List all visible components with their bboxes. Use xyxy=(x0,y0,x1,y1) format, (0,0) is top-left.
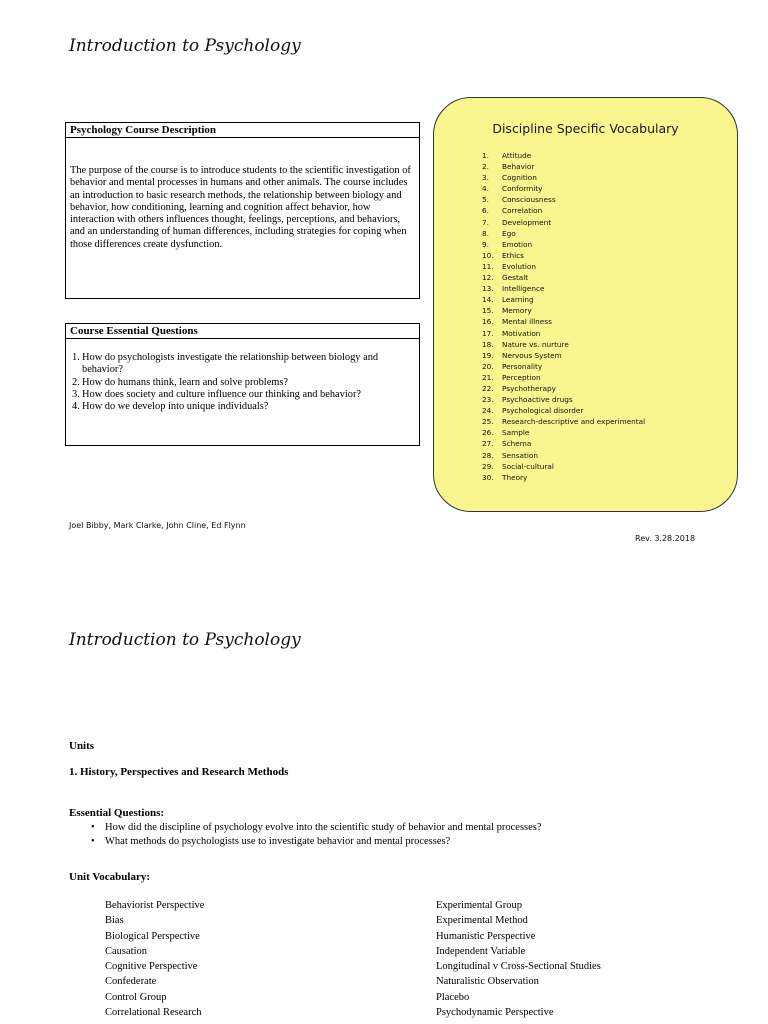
list-item: 4. How do we develop into unique individuals? xyxy=(72,401,269,413)
vocabulary-item: 17. Motivation xyxy=(482,328,541,338)
vocabulary-item: 26. Sample xyxy=(482,428,530,438)
list-item: 2. How do humans think, learn and solve problems? xyxy=(72,376,289,388)
list-item: 1. How do psychologists investigate the relationship between biology and behavior? xyxy=(72,352,379,376)
vocabulary-item: 13. Intelligence xyxy=(482,284,545,294)
vocabulary-item: 23. Psychoactive drugs xyxy=(482,395,573,405)
vocabulary-panel xyxy=(433,97,738,512)
vocabulary-item: 20. Personality xyxy=(482,361,543,371)
unit-vocabulary-left xyxy=(105,898,204,1020)
course-description-text: The purpose of the course is to introduce students to the scientific investigation of behavior and mental processes in humans and other animals. The course includes an introduction to basic research methods, the relationship between biology and behavior, how conditioning, learning and cognition affect behavior, how interaction with others influences thought, feelings, perceptions, and behaviors, and an understanding of human differences, including strategies for coping when those differences create dysfunction. xyxy=(70,165,411,250)
vocabulary-item: 1. Attitude xyxy=(482,151,532,160)
essential-questions-header: Course Essential Questions xyxy=(66,324,419,339)
vocabulary-item: 12. Gestalt xyxy=(482,273,529,283)
unit-heading: 1. History, Perspectives and Research Methods xyxy=(69,766,289,778)
list-item: • What methods do psychologists use to investigate behavior and mental processes? xyxy=(91,835,451,847)
list-item: 3. How does society and culture influence our thinking and behavior? xyxy=(72,388,362,400)
page-title: Introduction to Psychology xyxy=(69,630,301,650)
vocabulary-item: 24. Psychological disorder xyxy=(482,406,584,416)
list-item: Humanistic Perspective xyxy=(436,930,536,942)
vocabulary-item: 8. Ego xyxy=(482,228,516,238)
course-description-header: Psychology Course Description xyxy=(66,123,419,138)
vocabulary-item: 2. Behavior xyxy=(482,162,535,172)
vocabulary-item: 21. Perception xyxy=(482,372,541,382)
vocabulary-item: 10. Ethics xyxy=(482,250,524,260)
vocabulary-item: 4. Conformity xyxy=(482,184,543,194)
page-title: Introduction to Psychology xyxy=(69,36,301,56)
unit-vocabulary-right xyxy=(436,898,601,1020)
vocabulary-item: 9. Emotion xyxy=(482,239,533,249)
list-item: Bias xyxy=(105,915,124,927)
list-item: Biological Perspective xyxy=(105,930,200,942)
units-label: Units xyxy=(69,740,95,752)
course-description-box xyxy=(65,122,420,299)
vocabulary-item: 7. Development xyxy=(482,217,552,227)
essential-questions-label: Essential Questions: xyxy=(69,807,165,819)
list-item: Naturalistic Observation xyxy=(436,976,539,988)
list-item: Correlational Research xyxy=(105,1007,202,1019)
essential-questions-box xyxy=(65,323,420,446)
list-item: Independent Variable xyxy=(436,945,526,957)
vocabulary-item: 6. Correlation xyxy=(482,206,543,216)
unit-vocabulary-label: Unit Vocabulary: xyxy=(69,871,150,883)
list-item: Psychodynamic Perspective xyxy=(436,1007,554,1019)
vocabulary-item: 22. Psychotherapy xyxy=(482,383,556,393)
vocabulary-item: 3. Cognition xyxy=(482,173,537,183)
list-item: Cognitive Perspective xyxy=(105,961,198,973)
vocabulary-item: 27. Schema xyxy=(482,439,532,449)
revision-date: Rev. 3.28.2018 xyxy=(635,534,696,543)
essential-questions-list xyxy=(66,339,419,413)
list-item: • How did the discipline of psychology evolve into the scientific study of behavior and mental processes? xyxy=(91,822,542,833)
vocabulary-item: 15. Memory xyxy=(482,306,532,316)
vocabulary-item: 16. Mental illness xyxy=(482,317,552,327)
list-item: Experimental Method xyxy=(436,915,528,927)
vocabulary-item: 18. Nature vs. nurture xyxy=(482,339,569,349)
list-item: Placebo xyxy=(436,991,470,1003)
vocabulary-item: 19. Nervous System xyxy=(482,350,562,360)
vocabulary-item: 25. Research-descriptive and experimental xyxy=(482,417,646,427)
list-item: Longitudinal v Cross-Sectional Studies xyxy=(436,961,601,973)
vocabulary-item: 11. Evolution xyxy=(482,261,537,271)
list-item: Experimental Group xyxy=(436,900,523,911)
list-item: Causation xyxy=(105,945,147,957)
list-item: Confederate xyxy=(105,976,157,988)
vocabulary-item: 14. Learning xyxy=(482,295,534,305)
authors: Joel Bibby, Mark Clarke, John Cline, Ed Flynn xyxy=(69,521,246,530)
vocabulary-item: 30. Theory xyxy=(482,472,528,482)
vocabulary-list xyxy=(482,150,645,483)
vocabulary-title: Discipline Specific Vocabulary xyxy=(492,121,679,136)
vocabulary-item: 29. Social-cultural xyxy=(482,461,554,471)
vocabulary-item: 5. Consciousness xyxy=(482,195,556,205)
vocabulary-item: 28. Sensation xyxy=(482,450,538,460)
list-item: Behaviorist Perspective xyxy=(105,900,205,911)
unit-essential-questions xyxy=(87,821,542,848)
list-item: Control Group xyxy=(105,991,167,1003)
